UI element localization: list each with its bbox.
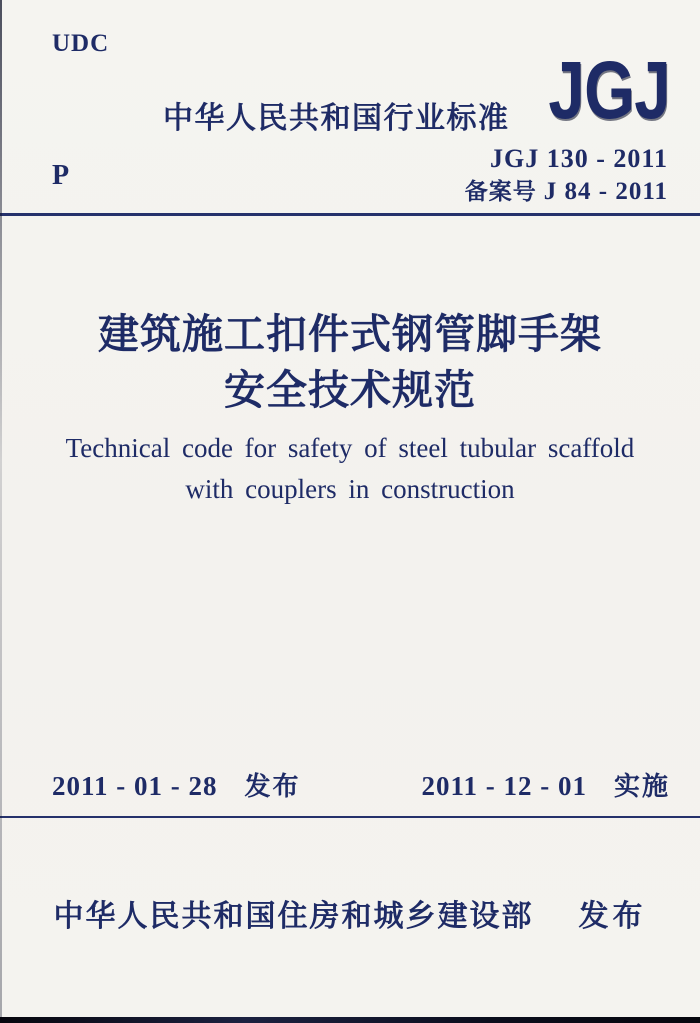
implementation-date-block xyxy=(421,766,670,803)
issue-date-block xyxy=(52,766,301,803)
publisher-action: 发布 xyxy=(578,900,647,933)
record-number-value: J 84 - 2011 xyxy=(543,178,668,205)
issue-date: 2011 - 01 - 28 xyxy=(52,771,218,801)
scan-edge-bottom xyxy=(0,1017,700,1023)
issue-label: 发布 xyxy=(244,771,301,801)
header-divider-rule xyxy=(0,213,700,216)
title-chinese-line2: 安全技术规范 xyxy=(224,366,476,414)
title-chinese-line1: 建筑施工扣件式钢管脚手架 xyxy=(98,310,602,358)
record-number xyxy=(465,173,668,206)
national-standard-heading: 中华人民共和国行业标准 xyxy=(163,102,510,135)
publisher-name: 中华人民共和国住房和城乡建设部 xyxy=(53,900,534,933)
standard-number: JGJ 130 - 2011 xyxy=(490,144,668,173)
scan-edge-left xyxy=(0,0,2,1023)
implementation-label: 实施 xyxy=(613,771,670,801)
publisher-line xyxy=(0,891,700,935)
udc-label: UDC xyxy=(52,30,110,57)
title-english-line2: with couplers in construction xyxy=(185,474,515,504)
title-chinese xyxy=(0,306,700,418)
jgj-logo: JGJ xyxy=(548,45,670,136)
dates-row xyxy=(0,766,700,801)
footer-divider-rule xyxy=(0,816,700,818)
title-english xyxy=(0,428,700,510)
classification-code: P xyxy=(52,160,70,191)
implementation-date: 2011 - 12 - 01 xyxy=(421,771,587,801)
title-english-line1: Technical code for safety of steel tubular scaffold xyxy=(65,433,635,463)
record-number-label: 备案号 xyxy=(464,178,537,204)
